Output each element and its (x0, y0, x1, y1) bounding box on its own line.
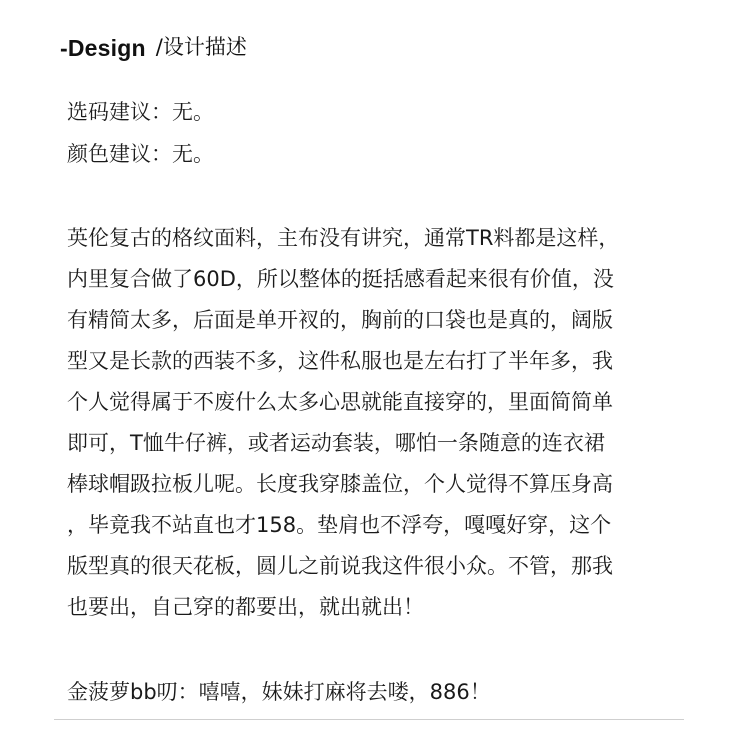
section-heading (60, 33, 247, 69)
description-line: 型又是长款的西装不多，这件私服也是左右打了半年多，我 (67, 349, 613, 373)
description-line: 版型真的很天花板，圆儿之前说我这件很小众。不管，那我 (67, 554, 613, 578)
description-line: 内里复合做了60D，所以整体的挺括感看起来很有价值，没 (67, 267, 614, 291)
size-suggestion: 选码建议：无。 (67, 100, 214, 124)
heading-english: -Design (60, 35, 146, 61)
heading-chinese: /设计描述 (155, 35, 247, 59)
description-line: 也要出，自己穿的都要出，就出就出！ (67, 595, 424, 619)
signoff-text: 金菠萝bb叨：嘻嘻，妹妹打麻将去喽，886！ (67, 680, 491, 704)
bottom-divider (54, 719, 684, 720)
description-line: 英伦复古的格纹面料，主布没有讲究，通常TR料都是这样， (67, 226, 620, 250)
description-line: 有精简太多，后面是单开衩的，胸前的口袋也是真的，阔版 (67, 308, 613, 332)
description-line: 棒球帽趿拉板儿呢。长度我穿膝盖位，个人觉得不算压身高 (67, 472, 613, 496)
description-line: 即可，T恤牛仔裤，或者运动套装，哪怕一条随意的连衣裙 (67, 431, 605, 455)
description-line: 个人觉得属于不废什么太多心思就能直接穿的，里面简简单 (67, 390, 613, 414)
description-line: ，毕竟我不站直也才158。垫肩也不浮夸，嘎嘎好穿，这个 (67, 513, 612, 537)
color-suggestion: 颜色建议：无。 (67, 142, 214, 166)
